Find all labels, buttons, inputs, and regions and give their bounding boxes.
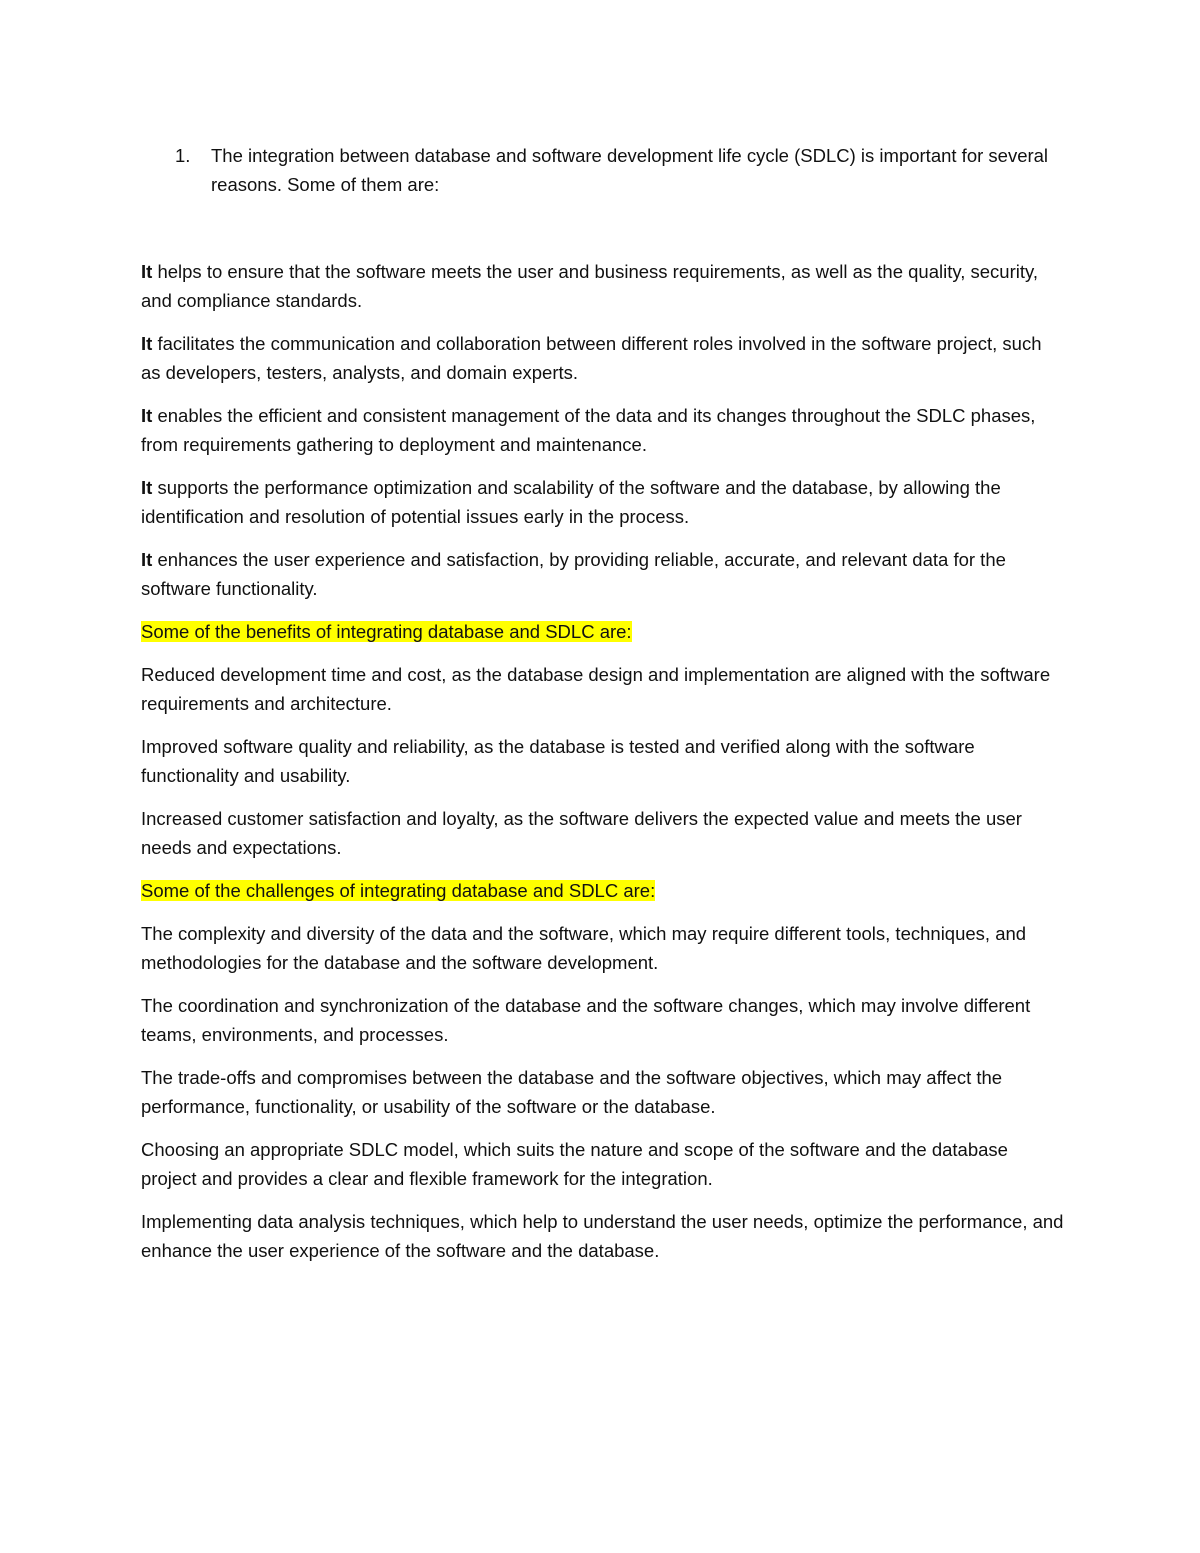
reason-paragraph: [141, 401, 1066, 459]
reason-text: facilitates the communication and collaboration between different roles involved in the software project, such as developers, testers, analysts, and domain experts.: [141, 333, 1042, 383]
challenge-paragraph: The trade-offs and compromises between the database and the software objectives, which may affect the performance, functionality, or usability of the software or the database.: [141, 1067, 1003, 1117]
challenge-paragraph: The coordination and synchronization of the database and the software changes, which may involve different teams, environments, and processes.: [141, 995, 1031, 1045]
reason-paragraph: [141, 545, 1066, 603]
reason-lead: It: [141, 549, 153, 570]
list-item-text: The integration between database and software development life cycle (SDLC) is important for several reasons. Some of them are:: [211, 145, 1049, 195]
reason-text: enables the efficient and consistent management of the data and its changes throughout the SDLC phases, from requirements gathering to deployment and maintenance.: [141, 405, 1036, 455]
reason-lead: It: [141, 333, 153, 354]
benefit-paragraph: Reduced development time and cost, as the database design and implementation are aligned with the software requirements and architecture.: [141, 664, 1051, 714]
document-body: [141, 141, 1066, 1279]
benefits-heading: Some of the benefits of integrating database and SDLC are:: [141, 621, 632, 642]
challenges-heading: Some of the challenges of integrating database and SDLC are:: [141, 880, 656, 901]
reason-lead: It: [141, 405, 153, 426]
reason-paragraph: [141, 329, 1066, 387]
benefits-heading-paragraph: [141, 617, 1066, 646]
challenges-heading-paragraph: [141, 876, 1066, 905]
benefit-paragraph: Increased customer satisfaction and loyalty, as the software delivers the expected value and meets the user needs and expectations.: [141, 808, 1022, 858]
spacer: [141, 199, 1066, 257]
reason-text: enhances the user experience and satisfaction, by providing reliable, accurate, and relevant data for the software functionality.: [141, 549, 1006, 599]
benefit-paragraph: Improved software quality and reliability, as the database is tested and verified along with the software functionality and usability.: [141, 736, 975, 786]
reason-paragraph: [141, 257, 1066, 315]
challenge-paragraph: Choosing an appropriate SDLC model, which suits the nature and scope of the software and the database project and provides a clear and flexible framework for the integration.: [141, 1139, 1008, 1189]
challenge-paragraph: The complexity and diversity of the data and the software, which may require different tools, techniques, and methodologies for the database and the software development.: [141, 923, 1027, 973]
reason-text: helps to ensure that the software meets the user and business requirements, as well as the quality, security, and compliance standards.: [141, 261, 1039, 311]
reason-lead: It: [141, 261, 153, 282]
reason-paragraph: [141, 473, 1066, 531]
reason-text: supports the performance optimization and scalability of the software and the database, by allowing the identification and resolution of potential issues early in the process.: [141, 477, 1001, 527]
challenge-paragraph: Implementing data analysis techniques, which help to understand the user needs, optimize the performance, and enhance the user experience of the software and the database.: [141, 1211, 1064, 1261]
numbered-list-item: [175, 141, 1066, 199]
reason-lead: It: [141, 477, 153, 498]
list-number: 1.: [175, 145, 191, 166]
